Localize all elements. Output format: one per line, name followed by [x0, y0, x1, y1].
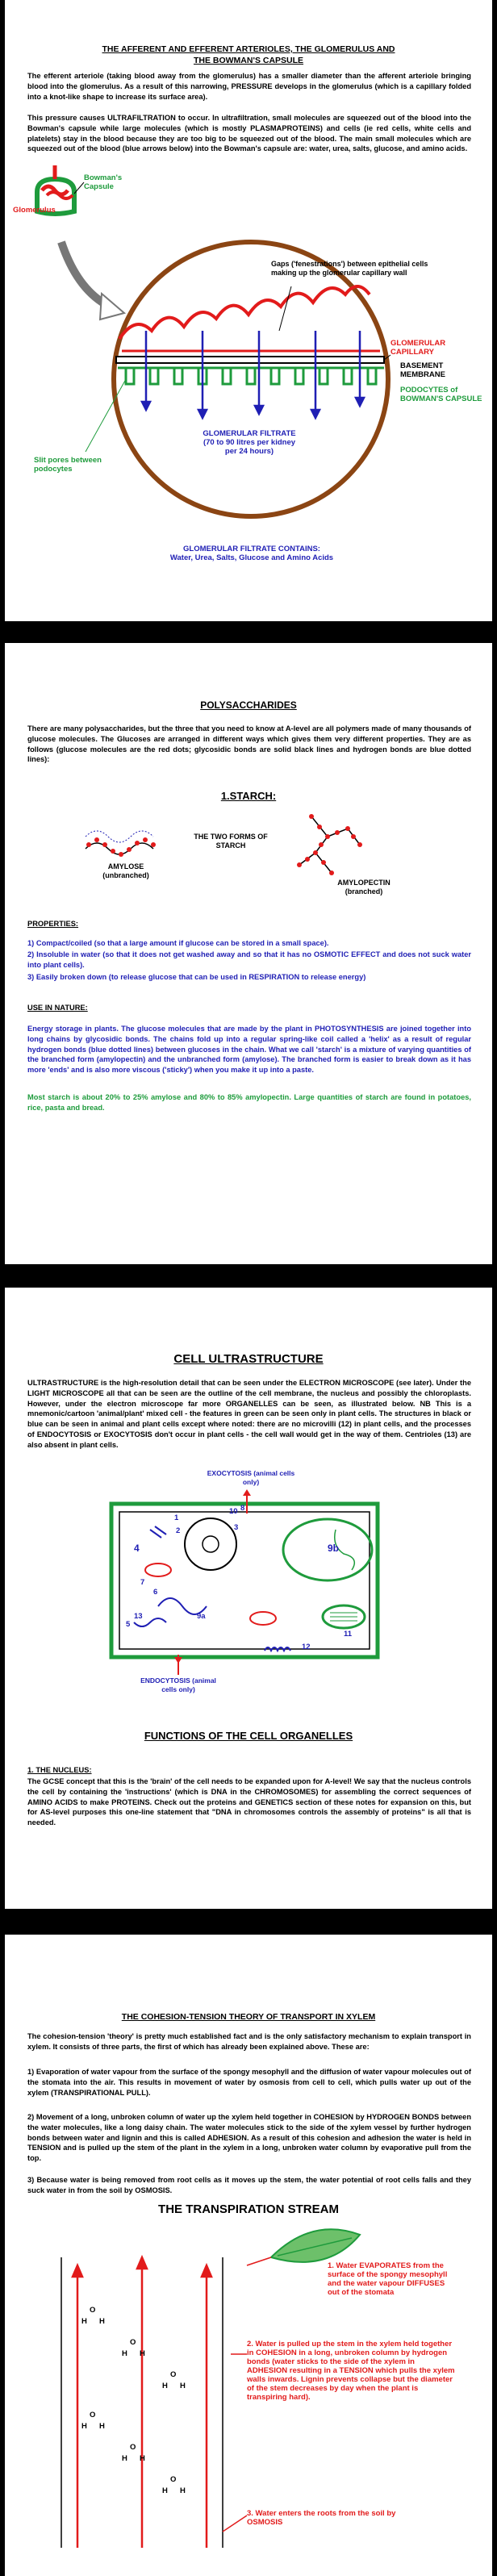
transpiration-diagram	[5, 1935, 492, 2576]
amylose-coil	[86, 831, 156, 857]
use-body: Energy storage in plants. The glucose molecules that are made by the plant in PHOTOSYNTHESIS are joined together into long chains by glycosidic bonds. The chains fold up into a regular spring-like coil called a 'helix' as a result of regular hydrogen bonds (blue dotted lines) between glucoses in the chain. What we call 'starch' is a mixture of varying quantities of the branched form (amylopectin) and the unbranched form (amylose). The branched form is easier to break down as it has more 'ends' and is also more viscous ('sticky') when you make it up into a paste.	[27, 1025, 471, 1075]
xylem-intro: The cohesion-tension 'theory' is pretty much established fact and is the only satisfactory mechanism to explain transport in xylem. It consists of three parts, the first of which has already been explained above. These are:	[27, 2032, 471, 2051]
cell-number-6: 6	[153, 1588, 158, 1597]
atom-h: H	[180, 2382, 186, 2390]
glomerulus-zoom-circle	[114, 242, 388, 516]
cell-title: CELL ULTRASTRUCTURE	[173, 1352, 324, 1366]
page-xylem	[5, 1935, 492, 2576]
lbl-glomerular-filtrate: GLOMERULAR FILTRATE (70 to 90 litres per kidney per 24 hours)	[203, 429, 296, 456]
atom-h: H	[180, 2486, 186, 2495]
basement-membrane	[116, 357, 384, 363]
lbl-amylopectin: AMYLOPECTIN (branched)	[337, 879, 390, 896]
page-cell-ultrastructure	[5, 1288, 492, 1909]
kidney-title: THE AFFERENT AND EFFERENT ARTERIOLES, THE GLOMERULUS AND THE BOWMAN'S CAPSULE	[102, 44, 395, 65]
lbl-podocytes: PODOCYTES of BOWMAN'S CAPSULE	[400, 386, 482, 403]
properties-heading: PROPERTIES:	[27, 920, 79, 928]
cell-number-1: 1	[174, 1513, 179, 1522]
lbl-gaps: Gaps ('fenestrations') between epithelial cells making up the glomerular capillary wall	[271, 260, 428, 277]
lbl-glomerular-capillary: GLOMERULAR CAPILLARY	[390, 339, 446, 357]
atom-o: O	[130, 2338, 136, 2347]
atom-h: H	[81, 2422, 87, 2431]
kidney-diagram	[5, 0, 492, 621]
atom-h: H	[122, 2349, 127, 2358]
cell-number-11: 11	[344, 1630, 353, 1639]
cell-number-4: 4	[134, 1543, 140, 1554]
use-heading: USE IN NATURE:	[27, 1004, 88, 1012]
atom-h: H	[162, 2486, 168, 2495]
prop-1: 1) Compact/coiled (so that a large amount if glucose can be stored in a small space).	[27, 939, 329, 947]
poly-intro: There are many polysaccharides, but the three that you need to know at A-level are all polymers made of many thousands of glucose molecules. The Glucoses are arranged in different ways which gives them very different properties. They are as follows (glucose molecules are the red dots; glycosidic bonds are solid black lines and hydrogen bonds are blue dotted lines):	[27, 724, 471, 764]
atom-h: H	[81, 2317, 87, 2326]
lbl-slit-pores: Slit pores between podocytes	[34, 456, 102, 474]
xylem-title: THE COHESION-TENSION THEORY OF TRANSPORT IN XYLEM	[121, 2012, 376, 2022]
transpiration-stream-title: THE TRANSPIRATION STREAM	[158, 2202, 339, 2216]
atom-h: H	[162, 2382, 168, 2390]
atom-h: H	[122, 2454, 127, 2463]
lbl-exocytosis: EXOCYTOSIS (animal cells only)	[207, 1469, 295, 1486]
atom-o: O	[170, 2370, 177, 2379]
centrioles-13	[150, 1526, 166, 1538]
page-kidney	[5, 0, 492, 621]
cell-intro: ULTRASTRUCTURE is the high-resolution detail that can be seen under the ELECTRON MICROSCOPE (see later). Under the LIGHT MICROSCOPE all that can be seen are the outline of the cell membrane, the nucleus and possibly the chloroplasts. However, under the electron microscope far more ORGANELLES can be seen, as illustrated below. NB This is a mnemonic/cartoon 'animal/plant' mixed cell - the features in green can be seen only in plant cells. The structures in black or blue can be seen in animal and plant cells except where noted: there are no microvilli (12) in plant cells, and the processes of ENDOCYTOSIS or EXOCYTOSIS don't occur in plant cells - the cell wall would get in the way of them. Centrioles (13) are also absent in plant cells.	[27, 1379, 471, 1449]
cell-number-13: 13	[134, 1612, 143, 1621]
lbl-two-forms: THE TWO FORMS OF STARCH	[194, 833, 268, 850]
lbl-glomerulus: Glomerulus	[13, 206, 56, 215]
atom-o: O	[130, 2443, 136, 2452]
poly-title: POLYSACCHARIDES	[200, 699, 297, 711]
atom-h: H	[99, 2317, 105, 2326]
cell-number-5: 5	[126, 1620, 131, 1629]
atom-o: O	[170, 2475, 177, 2484]
water-molecule-chain	[81, 2306, 203, 2515]
lbl-amylose: AMYLOSE (unbranched)	[102, 862, 149, 879]
atom-h: H	[99, 2422, 105, 2431]
atom-o: O	[90, 2306, 96, 2315]
cell-number-3: 3	[234, 1523, 239, 1532]
lbl-basement-membrane: BASEMENT MEMBRANE	[400, 361, 445, 379]
starch-heading: 1.STARCH:	[220, 790, 277, 802]
note-osmosis: 3. Water enters the roots from the soil by OSMOSIS	[247, 2509, 396, 2527]
cell-number-9a: 9a	[197, 1612, 206, 1621]
page-polysaccharides	[5, 643, 492, 1264]
cell-number-2: 2	[176, 1526, 181, 1535]
leaf	[271, 2229, 360, 2262]
xylem-point-1: 1) Evaporation of water vapour from the surface of the spongy mesophyll and the diffusion of water vapour molecules out of the stomata into the air. This results in movement of water by osmosis from cell to cell, which pulls water up out of the xylem (TRANSPIRATIONAL PULL).	[27, 2068, 471, 2097]
cell-number-12: 12	[302, 1643, 311, 1651]
lbl-endocytosis: ENDOCYTOSIS (animal cells only)	[140, 1676, 216, 1693]
nucleus-heading: 1. THE NUCLEUS:	[27, 1766, 92, 1774]
kidney-para-2: This pressure causes ULTRAFILTRATION to occur. In ultrafiltration, small molecules are squeezed out of the blood into the Bowman's capsule while large molecules (which is mostly PLASMAPROTEINS) and cells (ie red cells, white cells and platelets) stay in the blood because they are too big to be squeezed out of the blood. The main small molecules which are squeezed out of the blood (blue arrows below) into the Bowman's capsule are: water, urea, salts, glucose, and amino acids.	[27, 114, 471, 153]
nucleus-body: The GCSE concept that this is the 'brain' of the cell needs to be expanded upon for A-level! We say that the nucleus controls the cell by containing the 'instructions' (which is DNA in the CHROMOSOMES) for assembling the correct sequences of AMINO ACIDS to make PROTEINS. Check out the proteins and GENETICS section of these notes for expansion on this, but for AS-level purposes this one-line statement that "DNA in chromosomes controls the assembly of proteins" is all that is needed.	[27, 1777, 471, 1827]
lbl-bowmans-capsule: Bowman's Capsule	[84, 173, 123, 191]
nucleus	[185, 1518, 239, 1570]
atom-h: H	[140, 2349, 145, 2358]
note-evaporation: 1. Water EVAPORATES from the surface of the spongy mesophyll and the water vapour DIFFUSES out of the stomata	[328, 2261, 448, 2297]
amylopectin-coil	[297, 814, 362, 875]
note-cohesion: 2. Water is pulled up the stem in the xylem held together in COHESION in a long, unbroken column by hydrogen bonds (water sticks to the side of the xylem in ADHESION resulting in a TENSION which pulls the xylem walls inwards. Lignin prevents collapse but the diameter of the stem decreases by day when the plant is transpiring hard).	[247, 2340, 455, 2402]
kidney-para-1: The efferent arteriole (taking blood away from the glomerulus) has a smaller diameter than the afferent arteriole bringing blood into the glomerulus. As a result of this narrowing, PRESSURE develops in the glomerulus (which is a capillary folded into a knot-like shape to increase its surface area).	[27, 72, 471, 101]
cell-number-8: 8	[240, 1504, 245, 1513]
prop-2: 2) Insoluble in water (so that it does not get washed away and so that it has no OSMOTIC EFFECT and does not suck water into plant cells).	[27, 950, 471, 969]
functions-title: FUNCTIONS OF THE CELL ORGANELLES	[144, 1730, 353, 1742]
atom-o: O	[90, 2411, 96, 2419]
xylem-point-3: 3) Because water is being removed from root cells as it moves up the stem, the water potential of root cells falls and they suck water in from the soil by OSMOSIS.	[27, 2176, 471, 2194]
lbl-filtrate-contains: GLOMERULAR FILTRATE CONTAINS: Water, Urea, Salts, Glucose and Amino Acids	[169, 545, 334, 562]
xylem-point-2: 2) Movement of a long, unbroken column of water up the xylem held together in COHESION by HYDROGEN BONDS between the water molecules, like a long daisy chain. The water molecules stick to the side of the xylem vessel by further hydrogen bonds between water and lignin and this is called ADHESION. As a result of this cohesion and adhesion the water is held in TENSION and is pulled up the stem of the plant in the xylem in a long, unbroken water column by evaporative pull from the top.	[27, 2113, 471, 2163]
cell-number-9b: 9b	[328, 1543, 340, 1554]
starch-green-note: Most starch is about 20% to 25% amylose and 80% to 85% amylopectin. Large quantities of starch are found in potatoes, rice, pasta and bread.	[27, 1093, 471, 1112]
prop-3: 3) Easily broken down (to release glucose that can be used in RESPIRATION to release energy)	[27, 973, 366, 981]
cell-number-10: 10	[229, 1507, 238, 1516]
atom-h: H	[140, 2454, 145, 2463]
cell-number-7: 7	[140, 1578, 145, 1587]
mitochondrion	[145, 1564, 171, 1576]
